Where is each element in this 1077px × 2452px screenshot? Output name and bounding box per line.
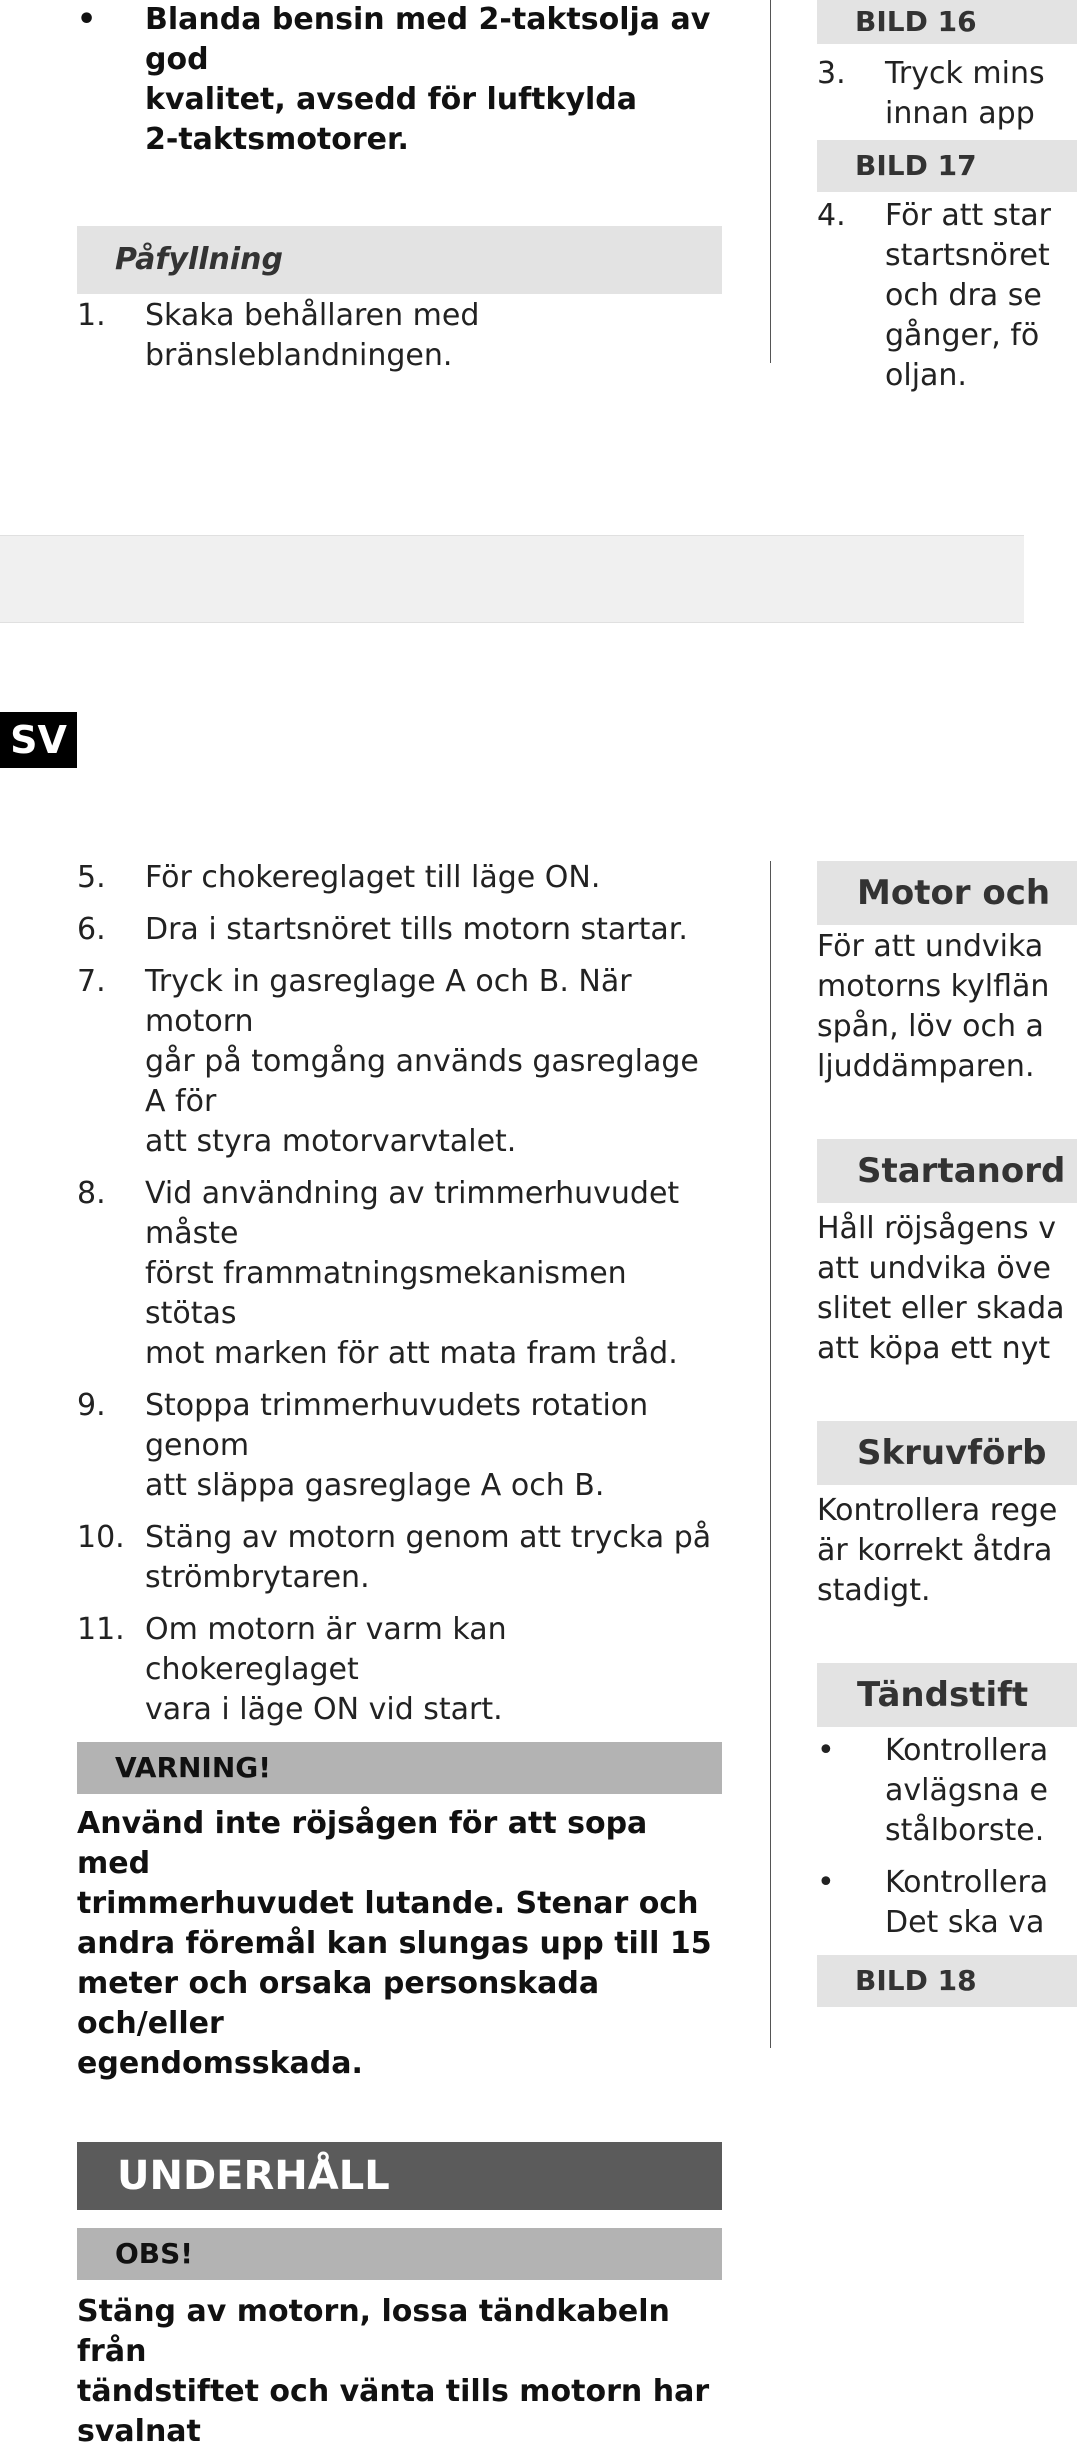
step-line: Vid användning av trimmerhuvudet måste [145,1176,680,1251]
spark-line: Det ska va [885,1905,1045,1940]
bullet-icon: • [817,1733,835,1768]
page1-left-column [77,0,722,376]
step-number: 3. [817,56,846,91]
obs-label: OBS! [77,2228,722,2280]
step-line: innan app [885,96,1035,131]
step-line: Skaka behållaren med [145,298,480,333]
step-8 [77,1174,722,1374]
step-line: Stäng av motorn genom att trycka på [145,1520,712,1555]
bullet-item-mix-fuel [77,0,722,160]
figure-18-label: BILD 18 [817,1955,1077,2007]
step-number: 9. [77,1388,106,1423]
page2-right-column [817,861,1077,2007]
screw-line: är korrekt åtdra [817,1533,1053,1568]
warning-line: meter och orsaka personskada och/eller [77,1966,600,2041]
step-number: 6. [77,912,106,947]
page-top [0,0,1051,535]
page-bottom [0,623,1066,2449]
step-10 [77,1518,722,1598]
column-divider [770,0,771,363]
obs-line: Stäng av motorn, lossa tändkabeln från [77,2294,670,2369]
step-4 [817,196,1077,396]
motor-line: motorns kylflän [817,969,1050,1004]
step-line: startsnöret [885,238,1050,273]
step-line: Tryck in gasreglage A och B. När motorn [145,964,632,1039]
step-7 [77,962,722,1162]
step-1 [77,296,722,376]
warning-text [77,1804,722,2084]
spark-line: avlägsna e [885,1773,1048,1808]
step-line: gånger, fö [885,318,1040,353]
step-line: Tryck mins [885,56,1045,91]
motor-heading: Motor och [817,861,1077,925]
warning-line: trimmerhuvudet lutande. Stenar och [77,1886,699,1921]
refill-heading: Påfyllning [77,226,722,294]
page-separator [0,535,1024,623]
motor-line: spån, löv och a [817,1009,1044,1044]
spark-bullet-1 [817,1731,1077,1851]
bullet-icon: • [77,2,97,37]
screw-joints-heading: Skruvförb [817,1421,1077,1485]
start-device-heading: Startanord [817,1139,1077,1203]
screw-joints-paragraph [817,1491,1077,1611]
step-number: 8. [77,1176,106,1211]
start-device-paragraph [817,1209,1077,1369]
step-number: 1. [77,298,106,333]
step-line: och dra se [885,278,1042,313]
bullet-line: Blanda bensin med 2-taktsolja av god [145,2,711,77]
step-5 [77,858,722,898]
obs-text [77,2292,722,2452]
step-number: 11. [77,1612,125,1647]
screw-line: stadigt. [817,1573,931,1608]
warning-line: Använd inte röjsågen för att sopa med [77,1806,648,1881]
spark-line: stålborste. [885,1813,1045,1848]
step-line: oljan. [885,358,967,393]
page2-left-column [77,858,722,2452]
start-line: slitet eller skada [817,1291,1065,1326]
step-number: 7. [77,964,106,999]
obs-line: tändstiftet och vänta tills motorn har svalnat [77,2374,710,2449]
figure-16-label: BILD 16 [817,0,1077,44]
step-line: först frammatningsmekanismen stötas [145,1256,627,1331]
step-11 [77,1610,722,1730]
page1-right-column [817,0,1077,396]
step-line: vara i läge ON vid start. [145,1692,503,1727]
screw-line: Kontrollera rege [817,1493,1058,1528]
step-line: att styra motorvarvtalet. [145,1124,517,1159]
spark-line: Kontrollera [885,1733,1049,1768]
step-line: bränsleblandningen. [145,338,453,373]
warning-label: VARNING! [77,1742,722,1794]
step-number: 4. [817,198,846,233]
step-line: att släppa gasreglage A och B. [145,1468,605,1503]
step-line: Om motorn är varm kan chokereglaget [145,1612,507,1687]
bullet-line: 2-taktsmotorer. [145,122,409,157]
step-number: 10. [77,1520,125,1555]
step-6 [77,910,722,950]
figure-17-label: BILD 17 [817,140,1077,192]
motor-line: ljuddämparen. [817,1049,1035,1084]
step-9 [77,1386,722,1506]
start-line: att köpa ett nyt [817,1331,1051,1366]
step-number: 5. [77,860,106,895]
step-line: För chokereglaget till läge ON. [145,860,601,895]
step-line: går på tomgång används gasreglage A för [145,1044,699,1119]
step-line: Dra i startsnöret tills motorn startar. [145,912,688,947]
warning-line: egendomsskada. [77,2046,363,2081]
warning-line: andra föremål kan slungas upp till 15 [77,1926,712,1961]
step-line: För att star [885,198,1051,233]
motor-paragraph [817,927,1077,1087]
step-3 [817,54,1077,134]
spark-plug-heading: Tändstift [817,1663,1077,1727]
step-line: Stoppa trimmerhuvudets rotation genom [145,1388,649,1463]
bullet-icon: • [817,1865,835,1900]
spark-bullet-2 [817,1863,1077,1943]
motor-line: För att undvika [817,929,1044,964]
start-line: att undvika öve [817,1251,1051,1286]
step-line: strömbrytaren. [145,1560,370,1595]
spark-line: Kontrollera [885,1865,1049,1900]
language-badge: SV [0,712,77,768]
bullet-line: kvalitet, avsedd för luftkylda [145,82,638,117]
maintenance-heading: UNDERHÅLL [77,2142,722,2210]
start-line: Håll röjsågens v [817,1211,1056,1246]
step-line: mot marken för att mata fram tråd. [145,1336,678,1371]
column-divider [770,861,771,2048]
